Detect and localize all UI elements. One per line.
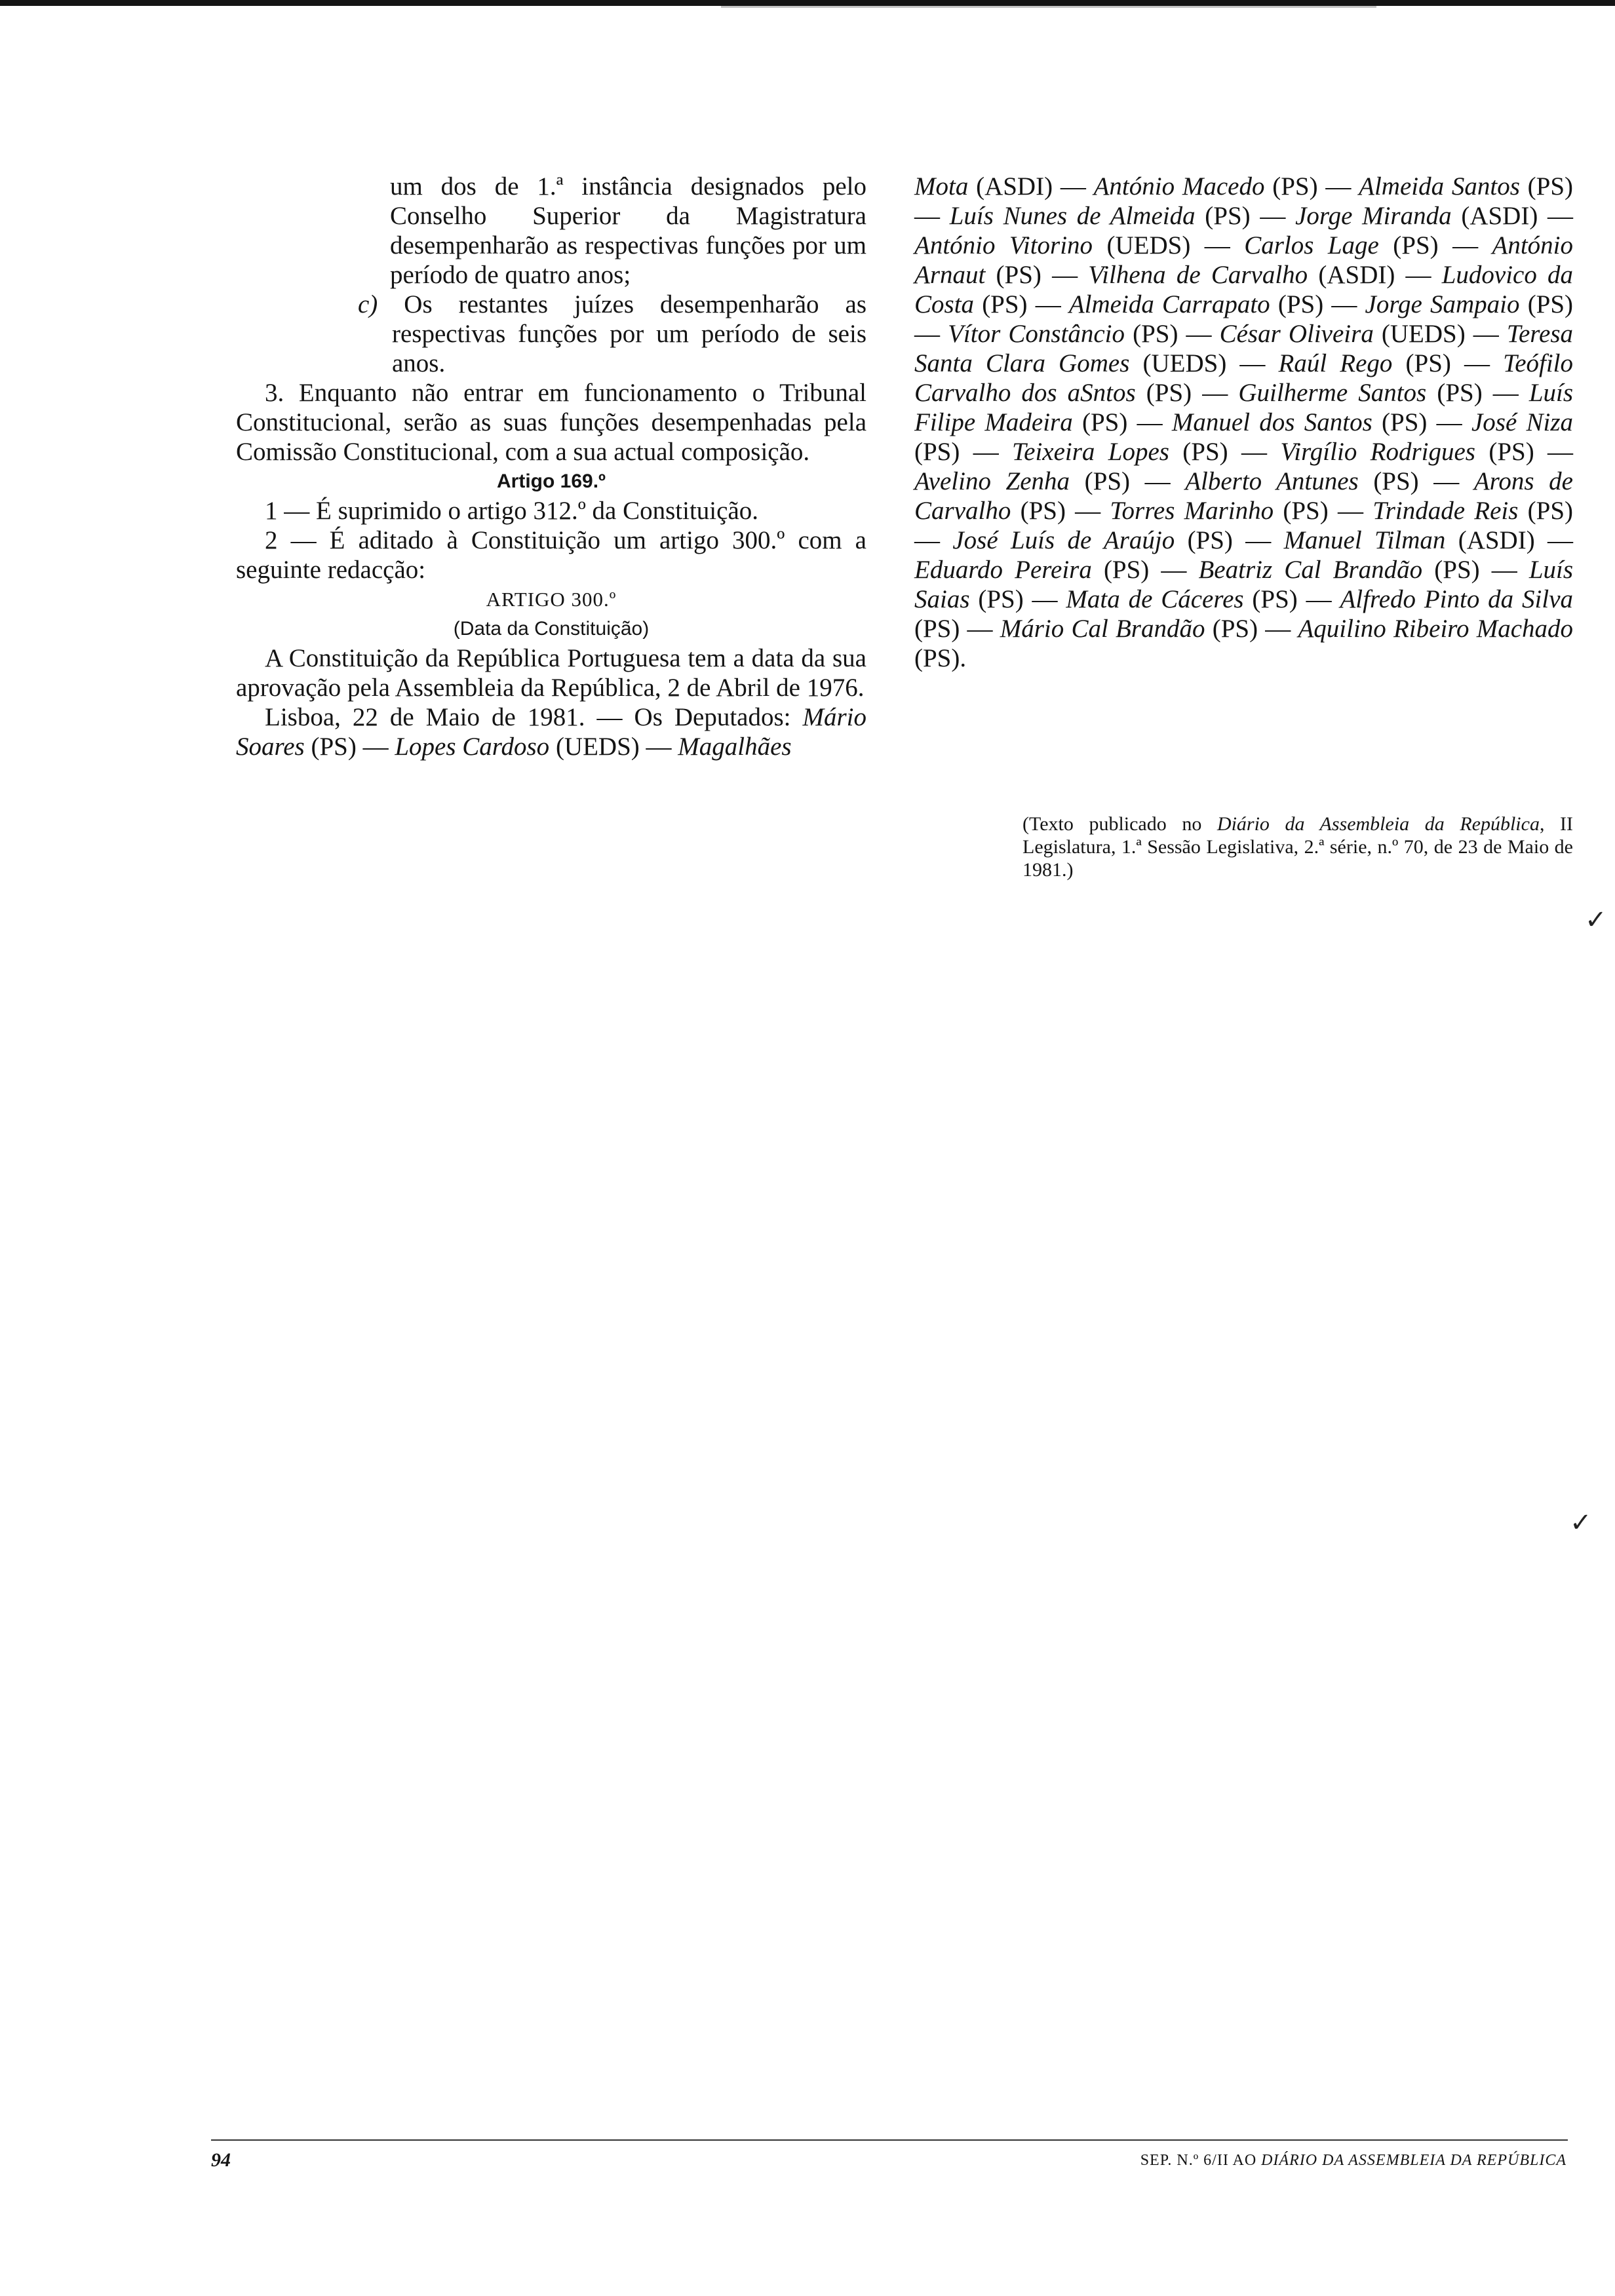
deputy-name: António Vitorino	[914, 231, 1093, 259]
deputy-name: Virgílio Rodrigues	[1280, 438, 1475, 466]
deputy-name: Carlos Lage	[1244, 231, 1379, 259]
note-prefix: (Texto publicado no	[1022, 813, 1217, 835]
artigo-169-heading: Artigo 169.º	[497, 470, 606, 492]
deputy-name: Mota	[914, 172, 969, 201]
deputy-party: (PS)	[1434, 556, 1480, 584]
deputy-party: (PS)	[982, 290, 1028, 318]
artigo-169-line-2: 2 — É aditado à Constituição um artigo 300.º com a seguinte redacção:	[236, 526, 866, 584]
deputy-name: Aquilino Ribeiro Machado	[1298, 615, 1574, 643]
deputy-name: Jorge Sampaio	[1365, 290, 1520, 318]
deputy-party: (PS)	[914, 615, 960, 643]
deputy-name: Vilhena de Carvalho	[1088, 261, 1308, 289]
deputy-party: (PS)	[1133, 320, 1178, 348]
publication-note	[1022, 813, 1573, 881]
deputy-name: António Arnaut	[914, 231, 1573, 289]
deputy-party: (PS)	[1405, 349, 1451, 377]
deputy-party: (PS)	[1146, 379, 1192, 407]
deputy-party: (UEDS)	[1142, 349, 1227, 377]
deputy-party: (PS)	[1373, 467, 1419, 495]
deputy-name: António Macedo	[1093, 172, 1265, 201]
check-mark-icon-lower: ✓	[1570, 1508, 1592, 1537]
deputy-party: (ASDI)	[976, 172, 1053, 201]
deputy-party: (PS)	[1393, 231, 1439, 259]
deputy-name: Teixeira Lopes	[1012, 438, 1169, 466]
deputy-party: (ASDI)	[1458, 526, 1535, 554]
deputy-party: (PS)	[1252, 585, 1298, 613]
item-c-text: Os restantes juízes desempenharão as respectivas funções por um período de seis anos.	[392, 290, 866, 377]
deputy-party: (PS)	[1527, 172, 1574, 201]
deputy-party: (PS)	[1277, 290, 1324, 318]
signature-block	[236, 702, 866, 761]
deputy-name: Alfredo Pinto da Silva	[1340, 585, 1574, 613]
deputy-party: (PS)	[996, 261, 1041, 289]
signature-intro: Lisboa, 22 de Maio de 1981. — Os Deputados:	[265, 703, 791, 731]
deputy-party: (ASDI)	[1461, 202, 1538, 230]
deputy-party: (PS)	[1182, 438, 1228, 466]
deputy-name: Manuel Tilman	[1283, 526, 1446, 554]
deputy-name: Jorge Miranda	[1295, 202, 1452, 230]
deputy-party: (PS)	[1527, 290, 1574, 318]
deputy-name: Guilherme Santos	[1238, 379, 1427, 407]
deputies-list-start: Mário Soares (PS) — Lopes Cardoso (UEDS) — Magalhães	[236, 703, 866, 761]
deputy-name: Alberto Antunes	[1185, 467, 1359, 495]
deputy-name: Beatriz Cal Brandão	[1198, 556, 1423, 584]
deputy-name: Torres Marinho	[1110, 497, 1274, 525]
deputy-party: (PS)	[1187, 526, 1233, 554]
deputy-name: José Luís de Araújo	[952, 526, 1175, 554]
deputy-name: Almeida Santos	[1359, 172, 1520, 201]
deputy-party: (PS)	[914, 438, 960, 466]
deputy-party: (PS)	[1437, 379, 1483, 407]
deputy-name: Magalhães	[678, 733, 792, 761]
deputy-party: (PS)	[1205, 202, 1251, 230]
paragraph-3: 3. Enquanto não entrar em funcionamento o Tribunal Constitucional, serão as suas funções desempenhadas pela Comissão Constitucional, com a sua actual composição.	[236, 379, 866, 466]
deputy-party: (PS)	[1082, 408, 1128, 436]
footer-rule	[211, 2139, 1568, 2141]
note-suffix: , II Legislatura, 1.ª Sessão Legislativa, 2.ª série, n.º 70, de 23 de Maio de 1981.)	[1022, 813, 1574, 881]
deputy-party: (PS)	[1272, 172, 1318, 201]
top-edge-rule	[0, 0, 1615, 6]
deputy-party: (PS)	[1103, 556, 1150, 584]
deputy-party: (PS)	[1283, 497, 1329, 525]
deputy-party: (UEDS)	[1106, 231, 1191, 259]
deputies-list: Mota (ASDI) — António Macedo (PS) — Almeida Santos (PS) — Luís Nunes de Almeida (PS) — Jorge Miranda (ASDI) — António Vitorino (UEDS) — Carlos Lage (PS) — António Arnaut (PS) — Vilhena de Carvalho (ASDI) — Ludovico da Costa (PS) — Almeida Carrapato (PS) — Jorge Sampaio (PS) — Vítor Constâncio (PS) — César Oliveira (UEDS) — Teresa Santa Clara Gomes (UEDS) — Raúl Rego (PS) — Teófilo Carvalho dos aSntos (PS) — Guilherme Santos (PS) — Luís Filipe Madeira (PS) — Manuel dos Santos (PS) — José Niza (PS) — Teixeira Lopes (PS) — Virgílio Rodrigues (PS) — Avelino Zenha (PS) — Alberto Antunes (PS) — Arons de Carvalho (PS) — Torres Marinho (PS) — Trindade Reis (PS) — José Luís de Araújo (PS) — Manuel Tilman (ASDI) — Eduardo Pereira (PS) — Beatriz Cal Brandão (PS) — Luís Saias (PS) — Mata de Cáceres (PS) — Alfredo Pinto da Silva (PS) — Mário Cal Brandão (PS) — Aquilino Ribeiro Machado (PS).	[914, 172, 1574, 672]
deputy-name: Teófilo Carvalho dos aSntos	[914, 349, 1574, 407]
running-title-journal: DIÁRIO DA ASSEMBLEIA DA REPÚBLICA	[1261, 2152, 1566, 2169]
deputy-name: Mata de Cáceres	[1066, 585, 1244, 613]
artigo-169-line-1: 1 — É suprimido o artigo 312.º da Constituição.	[265, 497, 759, 525]
deputy-name: Vítor Constâncio	[948, 320, 1125, 348]
deputy-party: (PS)	[311, 733, 357, 761]
deputy-name: Arons de Carvalho	[914, 467, 1573, 525]
deputy-name: Ludovico da Costa	[914, 261, 1574, 318]
deputy-party: (PS)	[1489, 438, 1534, 466]
deputy-name: Lopes Cardoso	[395, 733, 550, 761]
deputy-party: (UEDS)	[555, 733, 640, 761]
page-number: 94	[211, 2149, 231, 2171]
deputy-name: Trindade Reis	[1372, 497, 1519, 525]
deputy-party: (PS)	[978, 585, 1024, 613]
deputy-name: Luís Saias	[914, 556, 1574, 613]
deputy-name: Almeida Carrapato	[1068, 290, 1270, 318]
note-journal: Diário da Assembleia da República	[1216, 813, 1540, 835]
deputy-party: (PS)	[1527, 497, 1574, 525]
check-mark-icon: ✓	[1585, 905, 1607, 934]
deputy-party: (UEDS)	[1381, 320, 1466, 348]
deputy-party: (PS)	[1382, 408, 1428, 436]
artigo-300-subheading: (Data da Constituição)	[453, 618, 650, 640]
item-b-continuation: um dos de 1.ª instância designados pelo Conselho Superior da Magistratura desempenharão as respectivas funções por um período de quatro anos;	[390, 172, 866, 289]
deputy-party: (PS)	[1084, 467, 1131, 495]
deputy-party: (PS).	[914, 644, 967, 672]
right-column	[914, 172, 1573, 673]
deputy-party: (PS)	[1020, 497, 1066, 525]
top-edge-shadow	[721, 6, 1376, 8]
deputy-name: Raúl Rego	[1278, 349, 1393, 377]
deputy-name: Avelino Zenha	[914, 467, 1070, 495]
left-column	[236, 172, 866, 761]
deputy-name: Manuel dos Santos	[1171, 408, 1372, 436]
deputy-name: Teresa Santa Clara Gomes	[914, 320, 1574, 377]
item-c-label: c)	[358, 290, 378, 318]
deputy-name: Mário Soares	[236, 703, 866, 761]
deputy-name: Mário Cal Brandão	[1000, 615, 1205, 643]
deputy-name: José Niza	[1471, 408, 1574, 436]
deputy-name: Luís Filipe Madeira	[914, 379, 1574, 436]
artigo-300-heading: ARTIGO 300.º	[486, 588, 617, 611]
running-title	[1140, 2152, 1566, 2170]
constituicao-date-text: A Constituição da República Portuguesa tem a data da sua aprovação pela Assembleia da República, 2 de Abril de 1976.	[236, 644, 866, 702]
deputy-party: (PS)	[1212, 615, 1258, 643]
deputy-name: Eduardo Pereira	[914, 556, 1092, 584]
deputy-name: César Oliveira	[1219, 320, 1374, 348]
running-title-prefix: SEP. N.º 6/II AO	[1140, 2152, 1262, 2169]
deputy-party: (ASDI)	[1318, 261, 1395, 289]
deputy-name: Luís Nunes de Almeida	[949, 202, 1196, 230]
item-c	[236, 290, 866, 378]
